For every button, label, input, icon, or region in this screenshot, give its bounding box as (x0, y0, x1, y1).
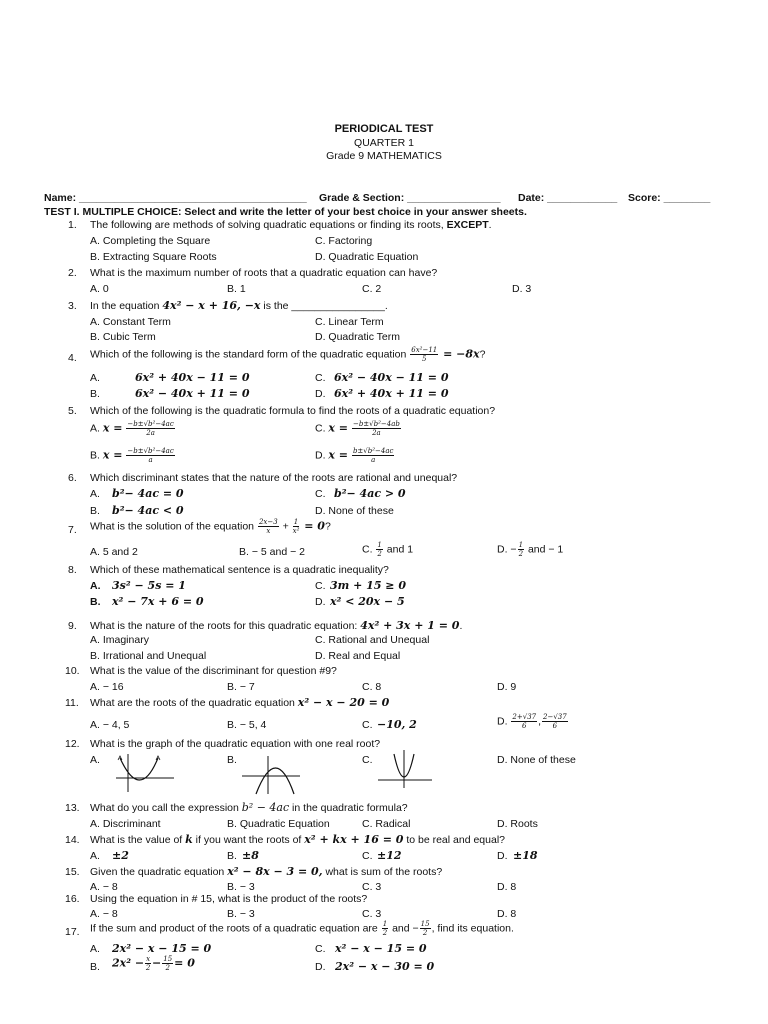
question-text: What is the value of the discriminant for question #9? (90, 665, 337, 677)
choice-c: C. 3 (362, 908, 382, 920)
choice-b: ±8 (242, 849, 259, 862)
question-number: 17. (65, 926, 80, 938)
graph-a-icon (114, 752, 176, 794)
question-number: 10. (65, 665, 80, 677)
question-text: If the sum and product of the roots of a quadratic equation are $\frac{1}{2}$ and − $\frac{15}{2}$ , find its equation. (90, 920, 514, 937)
choice-b-label: B. (90, 505, 100, 517)
choice-d: 6x² + 40x + 11 = 0 (334, 387, 449, 400)
date-field: Date: ____________ (518, 192, 618, 204)
question-text: What is the value of k if you want the roots of x² + kx + 16 = 0 to be real and equal? (90, 833, 505, 846)
choice-d: D. 8 (497, 908, 517, 920)
choice-c: x² − x − 15 = 0 (335, 942, 427, 955)
quarter-label: QUARTER 1 (354, 137, 414, 149)
choice-b: B. − 3 (227, 881, 255, 893)
question-number: 1. (68, 219, 77, 231)
choice-b: B. − 7 (227, 681, 255, 693)
choice-c-label: C. (362, 719, 373, 731)
choice-a: A. Discriminant (90, 818, 161, 830)
choice-a: A. x = $\frac{\text{−b±√b²−4ac}}{2a}$ (90, 420, 174, 437)
question-number: 5. (68, 405, 77, 417)
choice-c-label: C. (315, 488, 326, 500)
question-number: 2. (68, 267, 77, 279)
choice-d: D. Roots (497, 818, 538, 830)
choice-c: 3m + 15 ≥ 0 (330, 579, 407, 592)
question-number: 14. (65, 834, 80, 846)
choice-d: D. None of these (497, 754, 576, 766)
choice-a: A. Completing the Square (90, 235, 211, 247)
choice-c: C. x = $\frac{\text{−b±√b²−4ab}}{2a}$ (315, 420, 400, 437)
choice-d: ±18 (513, 849, 538, 862)
choice-c-label: C. (362, 850, 373, 862)
choice-d: D. − $\frac{1}{2}$ and − 1 (497, 541, 564, 558)
choice-b: B. − 5, 4 (227, 719, 267, 731)
question-text: What do you call the expression b² − 4ac in the quadratic formula? (90, 801, 408, 814)
question-text: What are the roots of the quadratic equation x² − x − 20 = 0 (90, 696, 390, 709)
score-field: Score: ________ (628, 192, 711, 204)
choice-c: 6x² − 40x − 11 = 0 (334, 371, 449, 384)
choice-b: b²− 4ac < 0 (112, 504, 184, 517)
choice-a: 6x² + 40x − 11 = 0 (135, 371, 250, 384)
question-number: 12. (65, 738, 80, 750)
question-text: Which of these mathematical sentence is a quadratic inequality? (90, 564, 389, 576)
choice-a: A. − 8 (90, 908, 118, 920)
choice-b: 2x² − $\frac{x}{2}$ − $\frac{15}{2}$ = 0 (112, 955, 195, 972)
choice-c: C. Radical (362, 818, 411, 830)
choice-b-label: B. (90, 961, 100, 973)
choice-a-label: A. (90, 850, 100, 862)
choice-b: B. Quadratic Equation (227, 818, 330, 830)
question-text: What is the graph of the quadratic equation with one real root? (90, 738, 381, 750)
question-number: 16. (65, 893, 80, 905)
choice-c: b²− 4ac > 0 (334, 487, 406, 500)
question-text: Using the equation in # 15, what is the product of the roots? (90, 893, 368, 905)
choice-a: A. 5 and 2 (90, 546, 138, 558)
question-number: 13. (65, 802, 80, 814)
choice-c: C. 8 (362, 681, 382, 693)
choice-d: D. x = $\frac{\text{b±√b²−4ac}}{a}$ (315, 447, 394, 464)
choice-c-label: C. (315, 372, 326, 384)
grade-section-field: Grade & Section: ________________ (319, 192, 501, 204)
choice-d: D. None of these (315, 505, 394, 517)
choice-c: C. 3 (362, 881, 382, 893)
choice-d: D. Real and Equal (315, 650, 401, 662)
choice-c: C. 2 (362, 283, 382, 295)
choice-d: D. 8 (497, 881, 517, 893)
choice-b: B. − 3 (227, 908, 255, 920)
choice-a: A. Constant Term (90, 316, 171, 328)
choice-c: C. Rational and Unequal (315, 634, 430, 646)
test-heading: TEST I. MULTIPLE CHOICE: Select and write the letter of your best choice in your answer sheets. (44, 206, 527, 218)
question-number: 11. (65, 697, 79, 709)
choice-c-label: C. (315, 943, 326, 955)
choice-a: A. (90, 754, 100, 766)
question-text: Which discriminant states that the nature of the roots are rational and unequal? (90, 472, 458, 484)
name-field: Name: _______________________________________ (44, 192, 307, 204)
choice-d: D. 3 (512, 283, 532, 295)
question-number: 3. (68, 300, 77, 312)
choice-d-label: D. (315, 961, 326, 973)
choice-c: C. Factoring (315, 235, 373, 247)
choice-b: B. Irrational and Unequal (90, 650, 207, 662)
subject-label: Grade 9 MATHEMATICS (326, 150, 442, 162)
choice-d: D. $\frac{2+√37}{6}$ , $\frac{2-√37}{6}$ (497, 713, 567, 730)
choice-d: D. 9 (497, 681, 517, 693)
question-number: 6. (68, 472, 77, 484)
choice-a: 2x² − x − 15 = 0 (112, 942, 212, 955)
choice-a-label: A. (90, 372, 100, 384)
question-text: What is the maximum number of roots that a quadratic equation can have? (90, 267, 438, 279)
question-text: Which of the following is the quadratic formula to find the roots of a quadratic equation? (90, 405, 496, 417)
choice-d: D. Quadratic Term (315, 331, 400, 343)
question-number: 4. (68, 352, 77, 364)
choice-a: 3s² − 5s = 1 (112, 579, 186, 592)
choice-b-label: B. (90, 388, 100, 400)
choice-c-label: C. (315, 580, 326, 592)
choice-b: B. Cubic Term (90, 331, 156, 343)
graph-c-icon (374, 748, 436, 790)
choice-b: B. 1 (227, 283, 246, 295)
choice-b-label: B. (90, 596, 101, 608)
choice-b: B. Extracting Square Roots (90, 251, 217, 263)
choice-a-label: A. (90, 488, 100, 500)
choice-a-label: A. (90, 580, 101, 592)
question-text: Given the quadratic equation x² − 8x − 3 = 0, what is sum of the roots? (90, 865, 443, 878)
choice-b: x² − 7x + 6 = 0 (112, 595, 204, 608)
question-text: In the equation 4x² − x + 16, −x is the ________________. (90, 299, 388, 312)
choice-d-label: D. (497, 850, 508, 862)
choice-d: x² < 20x − 5 (330, 595, 405, 608)
choice-c: ±12 (377, 849, 402, 862)
question-number: 7. (68, 524, 77, 536)
choice-c: −10, 2 (377, 718, 417, 731)
choice-c: C. (362, 754, 373, 766)
question-number: 15. (65, 866, 80, 878)
choice-a: A. − 4, 5 (90, 719, 130, 731)
choice-a: A. Imaginary (90, 634, 149, 646)
question-number: 9. (68, 620, 77, 632)
choice-d: D. Quadratic Equation (315, 251, 419, 263)
choice-a: A. 0 (90, 283, 109, 295)
question-number: 8. (68, 564, 77, 576)
graph-b-icon (240, 754, 302, 796)
choice-d-label: D. (315, 596, 326, 608)
page-title: PERIODICAL TEST (334, 123, 434, 135)
choice-c: C. $\frac{1}{2}$ and 1 (362, 541, 414, 558)
choice-b: B. x = $\frac{\text{−b±√b²−4ac}}{a}$ (90, 447, 174, 464)
choice-a: A. − 8 (90, 881, 118, 893)
choice-a: ±2 (112, 849, 129, 862)
choice-c: C. Linear Term (315, 316, 384, 328)
question-text: What is the solution of the equation $\frac{2x-3}{x}$ + $\frac{1}{\text{x²}}$ = 0? (90, 518, 331, 535)
choice-a: A. − 16 (90, 681, 124, 693)
question-text: The following are methods of solving quadratic equations or finding its roots, EXCEPT. (90, 219, 492, 231)
question-text: What is the nature of the roots for this quadratic equation: 4x² + 3x + 1 = 0. (90, 619, 463, 632)
choice-a-label: A. (90, 943, 100, 955)
question-text: Which of the following is the standard form of the quadratic equation $\frac{\text{6x²−11}}{5}$ = −8x? (90, 346, 486, 363)
choice-b: B. (227, 754, 237, 766)
choice-b-label: B. (227, 850, 237, 862)
choice-b: 6x² − 40x + 11 = 0 (135, 387, 250, 400)
choice-d: 2x² − x − 30 = 0 (335, 960, 435, 973)
choice-a: b²− 4ac = 0 (112, 487, 184, 500)
choice-b: B. − 5 and − 2 (239, 546, 305, 558)
choice-d-label: D. (315, 388, 326, 400)
